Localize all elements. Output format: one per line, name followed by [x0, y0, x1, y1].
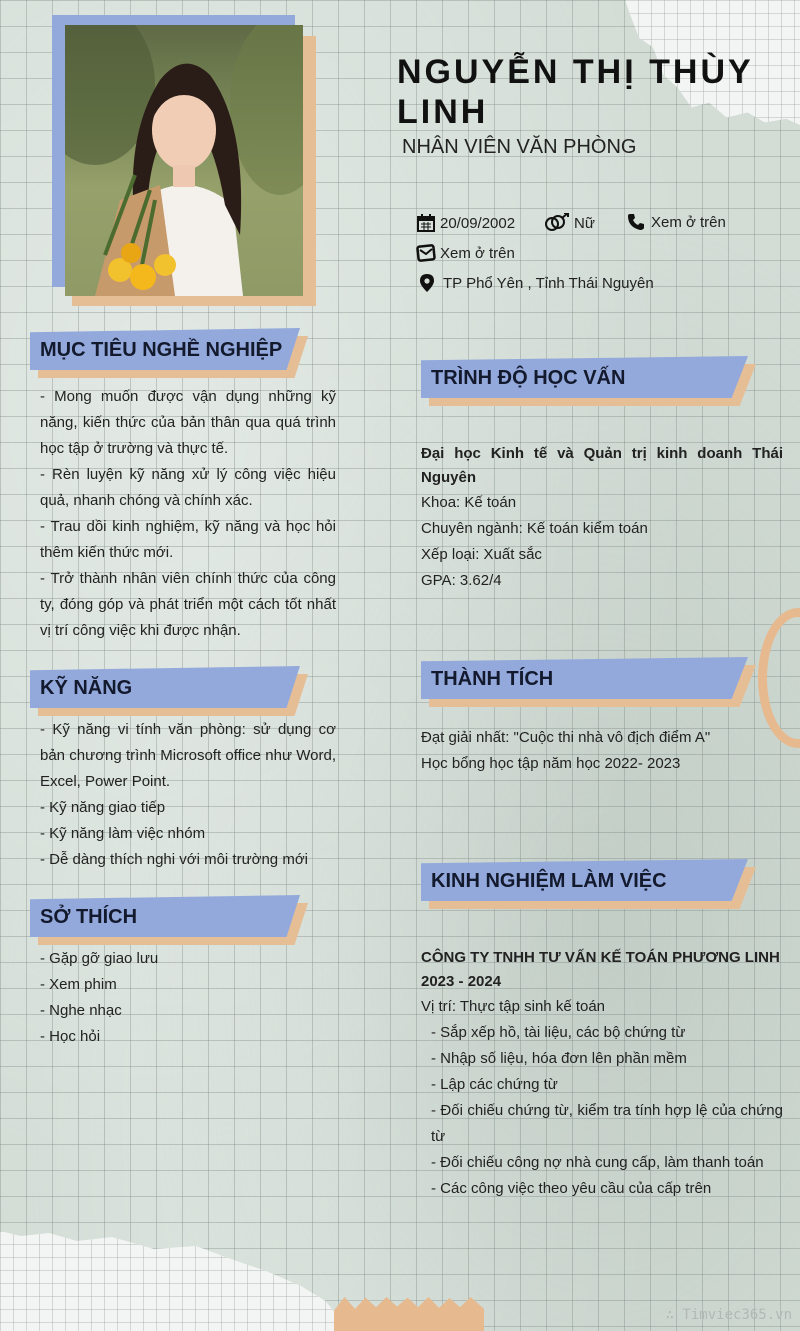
education-heading	[421, 356, 748, 406]
skill-line: - Dễ dàng thích nghi với môi trường mới	[40, 851, 308, 868]
education-heading-text: TRÌNH ĐỘ HỌC VẤN	[431, 367, 626, 389]
work-position: Vị trí: Thực tập sinh kế toán	[421, 998, 606, 1015]
tape-decoration	[334, 1297, 484, 1331]
phone-text: Xem ở trên	[651, 213, 726, 231]
task-line: - Nhập số liệu, hóa đơn lên phần mềm	[431, 1050, 687, 1067]
hobbies-heading	[30, 895, 300, 945]
work-period: 2023 - 2024	[421, 973, 502, 990]
school-name: Đại học Kinh tế và Quản trị kinh doanh Thái Nguyên	[421, 445, 783, 486]
task-line: - Lập các chứng từ	[431, 1076, 558, 1093]
gender-text: Nữ	[574, 214, 595, 232]
objective-line: - Mong muốn được vận dụng những kỹ năng, kiến thức của bản thân qua quá trình học tập ở trường và thực tế.	[40, 388, 336, 457]
education-line: GPA: 3.62/4	[421, 572, 502, 589]
candidate-name: NGUYỄN THỊ THÙY LINH	[397, 53, 754, 131]
email-icon	[416, 243, 436, 263]
contact-address	[418, 273, 654, 293]
objective-line: - Trở thành nhân viên chính thức của công ty, đóng góp và phát triển một cách tốt nhất vị trí công việc khi được nhận.	[40, 570, 336, 639]
gender-icon	[544, 213, 570, 233]
skills-heading	[30, 666, 300, 716]
task-line: - Đối chiếu chứng từ, kiểm tra tính hợp lệ của chứng từ	[431, 1102, 783, 1145]
job-title: NHÂN VIÊN VĂN PHÒNG	[402, 136, 637, 158]
hobby-line: - Xem phim	[40, 976, 117, 993]
profile-photo	[65, 25, 303, 296]
hobbies-heading-text: SỞ THÍCH	[40, 906, 138, 928]
skills-heading-text: KỸ NĂNG	[40, 677, 133, 699]
objective-heading-text: MỤC TIÊU NGHỀ NGHIỆP	[40, 339, 283, 361]
objective-section	[40, 384, 336, 644]
email-text: Xem ở trên	[440, 244, 515, 262]
achievement-line: Học bổng học tập năm học 2022- 2023	[421, 755, 681, 772]
company-name: CÔNG TY TNHH TƯ VẤN KẾ TOÁN PHƯƠNG LINH	[421, 949, 780, 966]
phone-icon	[627, 213, 645, 231]
calendar-icon	[416, 213, 436, 233]
birthday-text: 20/09/2002	[440, 214, 516, 232]
skill-line: - Kỹ năng giao tiếp	[40, 799, 166, 816]
hobby-line: - Gặp gỡ giao lưu	[40, 950, 159, 967]
skill-line: - Kỹ năng làm việc nhóm	[40, 825, 206, 842]
task-line: - Các công việc theo yêu cầu của cấp trên	[431, 1180, 712, 1197]
experience-heading-text: KINH NGHIỆM LÀM VIỆC	[431, 870, 667, 892]
achievement-line: Đạt giải nhất: "Cuộc thi nhà vô địch điểm A"	[421, 729, 711, 746]
contact-birthday	[416, 213, 515, 233]
address-text: TP Phổ Yên , Tỉnh Thái Nguyên	[443, 274, 654, 292]
education-line: Xếp loại: Xuất sắc	[421, 546, 542, 563]
experience-section	[421, 945, 783, 1202]
achievements-heading-text: THÀNH TÍCH	[431, 668, 554, 690]
objective-heading	[30, 328, 300, 378]
contact-gender	[544, 213, 595, 233]
contact-email	[416, 243, 515, 263]
education-line: Khoa: Kế toán	[421, 494, 517, 511]
education-section	[421, 442, 783, 594]
achievements-section	[421, 725, 783, 777]
torn-paper-decoration-bottom	[0, 1231, 350, 1331]
location-icon	[418, 273, 436, 293]
skill-line: - Kỹ năng vi tính văn phòng: sử dụng cơ bản chương trình Microsoft office như Word, Excel, Power Point.	[40, 721, 336, 790]
hobby-line: - Nghe nhạc	[40, 1002, 122, 1019]
hobby-line: - Học hỏi	[40, 1028, 101, 1045]
objective-line: - Trau dồi kinh nghiệm, kỹ năng và học hỏi thêm kiến thức mới.	[40, 518, 336, 561]
contact-phone	[627, 213, 726, 231]
task-line: - Đối chiếu công nợ nhà cung cấp, làm thanh toán	[431, 1154, 764, 1171]
achievements-heading	[421, 657, 748, 707]
watermark: ∴ Timviec365.vn	[665, 1307, 792, 1323]
experience-heading	[421, 859, 748, 909]
task-line: - Sắp xếp hồ, tài liệu, các bộ chứng từ	[431, 1024, 686, 1041]
objective-line: - Rèn luyện kỹ năng xử lý công việc hiệu quả, nhanh chóng và chính xác.	[40, 466, 336, 509]
hobbies-section	[40, 946, 336, 1050]
skills-section	[40, 717, 336, 873]
education-line: Chuyên ngành: Kế toán kiểm toán	[421, 520, 648, 537]
